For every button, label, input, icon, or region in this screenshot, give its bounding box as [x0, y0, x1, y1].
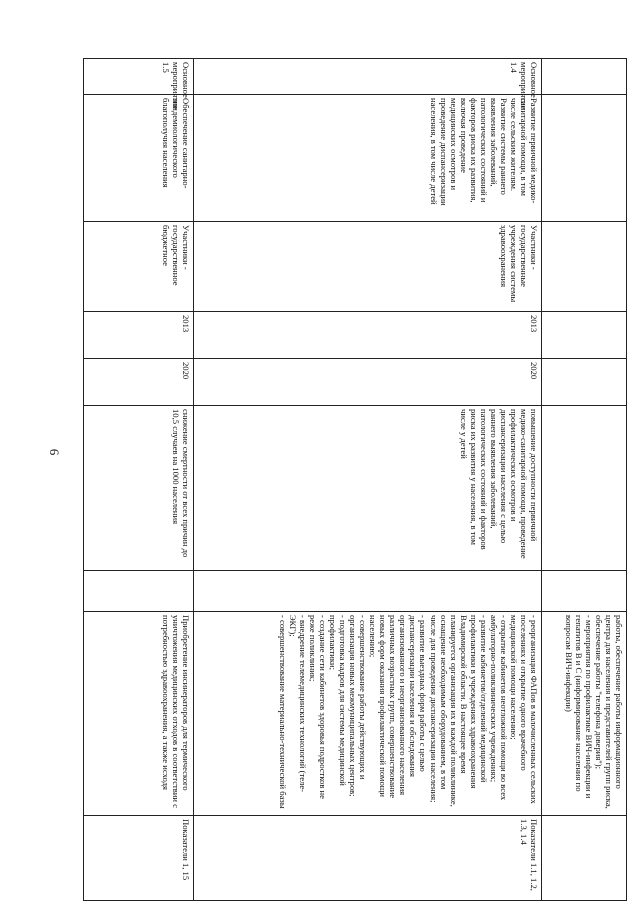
table-cell-indicators: Показатели 1.1, 1.2, 1.3, 1.4 — [194, 816, 542, 901]
table-cell-indicators: Показатели 1, 15 — [84, 816, 194, 901]
table-cell — [194, 571, 542, 612]
table-cell-end-year: 2020 — [84, 359, 194, 406]
table-cell-participants: Участники - государственное бюджетное — [84, 222, 194, 312]
table-cell — [542, 406, 627, 571]
table-cell-measure-title: Развитие первичной медико-санитарной помощи, в том числе сельским жителям. Развитие системы раннего выявления заболеваний, патологических состояний и факторов риска их развития, включая проведение медицинских осмотров и проведение диспансеризации населения, в том числе детей — [194, 95, 542, 222]
table-cell-start-year: 2013 — [194, 312, 542, 359]
table-cell-measure-title: Обеспечение санитарно-эпидемиологического благополучия населения — [84, 95, 194, 222]
table-cell-expected-result: снижение смертности от всех причин до 10,5 случаев на 1000 населения — [84, 406, 194, 571]
table-cell-measures: работы, обеспечение работы информационного центра для населения и представителей групп риска, обеспечение работы "телефона доверия"); - мероприятия по профилактике ВИЧ-инфекции и гепатитов В и С (информирование населения по вопросам ВИЧ-инфекции) — [542, 612, 627, 816]
table-cell-measure-number: Основное мероприятие 1.4 — [194, 59, 542, 95]
table-row-continuation — [542, 59, 627, 901]
table-cell — [542, 816, 627, 901]
table-cell-participants: Участники - государственные учреждения системы здравоохранения — [194, 222, 542, 312]
activities-table — [83, 58, 627, 901]
table-cell-measures: - реорганизация ФАПов в малочисленных сельских поселениях и открытие одного врачебного медицинской помощи населению; - открытие кабинетов неотложной помощи во всех амбулаторно-поликлинических учреждениях; - развитие кабинетов/отделений медицинской профилактики в учреждениях здравоохранения Владимирской области. В настоящее время планируется организация их в каждой поликлинике, оснащение необходимым оборудованием, в том числе для проведения диспансеризации населения; - развитие выездных форм работы с целью диспансеризации населения и обследования организованного и неорганизованного населения различных возрастных групп, совершенствование новых форм оказания профилактической помощи населению; - совершенствование работы действующих и организация новых межмуниципальных центров; - подготовка кадров для системы медицинской профилактики; - создание сети кабинетов здоровья подростков не реже поликлиник; - внедрение телемедицинских технологий (теле-ЭКГ); - совершенствование материально-технической базы — [194, 612, 542, 816]
table-cell-measure-number: Основное мероприятие 1.5 — [84, 59, 194, 95]
table-cell — [542, 359, 627, 406]
table-cell-start-year: 2013 — [84, 312, 194, 359]
table-cell — [542, 95, 627, 222]
table-cell-end-year: 2020 — [194, 359, 542, 406]
table-cell — [542, 222, 627, 312]
table-cell — [542, 312, 627, 359]
page-number: 6 — [47, 448, 62, 456]
table-row-measure-1-4 — [194, 59, 542, 901]
table-cell — [542, 571, 627, 612]
table-cell-expected-result: повышение доступности первичной медико-санитарной помощи, проведение профилактических осмотров и диспансеризации населения с целью раннего выявления заболеваний, патологических состояний и факторов риска их развития у населения, в том числе у детей — [194, 406, 542, 571]
table-cell-measures: Приобретение инсинераторов для термического уничтожения медицинских отходов в соответствии с потребностью здравоохранения, а также исходя — [84, 612, 194, 816]
table-cell — [84, 571, 194, 612]
table-row-measure-1-5 — [84, 59, 194, 901]
rotated-page-content — [59, 58, 627, 900]
table-cell — [542, 59, 627, 95]
